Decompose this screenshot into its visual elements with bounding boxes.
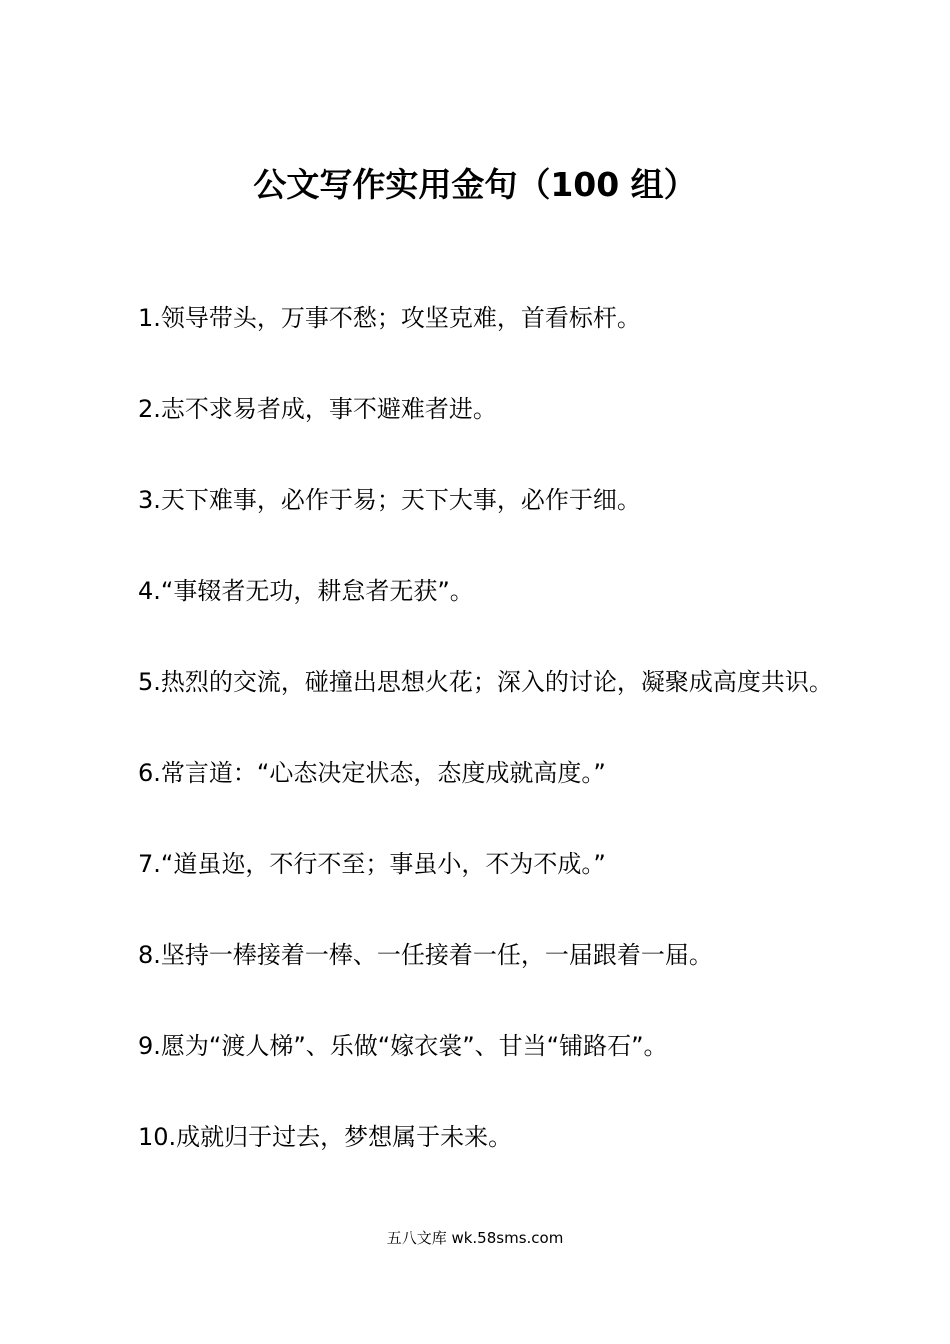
quote-item-9: 9.愿为“渡人梯”、乐做“嫁衣裳”、甘当“铺路石”。 <box>138 1032 668 1060</box>
quote-item-5: 5.热烈的交流，碰撞出思想火花；深入的讨论，凝聚成高度共识。 <box>138 668 833 696</box>
document-title: 公文写作实用金句（100 组） <box>253 165 697 204</box>
quote-item-2: 2.志不求易者成，事不避难者进。 <box>138 395 497 423</box>
quote-item-3: 3.天下难事，必作于易；天下大事，必作于细。 <box>138 486 641 514</box>
quote-item-8: 8.坚持一棒接着一棒、一任接着一任，一届跟着一届。 <box>138 941 713 969</box>
quote-list <box>138 295 938 1205</box>
quote-item-10: 10.成就归于过去，梦想属于未来。 <box>138 1123 513 1151</box>
quote-item-6: 6.常言道：“心态决定状态，态度成就高度。” <box>138 759 606 787</box>
quote-item-7: 7.“道虽迩，不行不至；事虽小，不为不成。” <box>138 850 606 878</box>
page-footer-watermark: 五八文库 wk.58sms.com <box>386 1229 564 1247</box>
quote-item-4: 4.“事辍者无功，耕怠者无获”。 <box>138 577 474 605</box>
quote-item-1: 1.领导带头，万事不愁；攻坚克难，首看标杆。 <box>138 304 641 332</box>
